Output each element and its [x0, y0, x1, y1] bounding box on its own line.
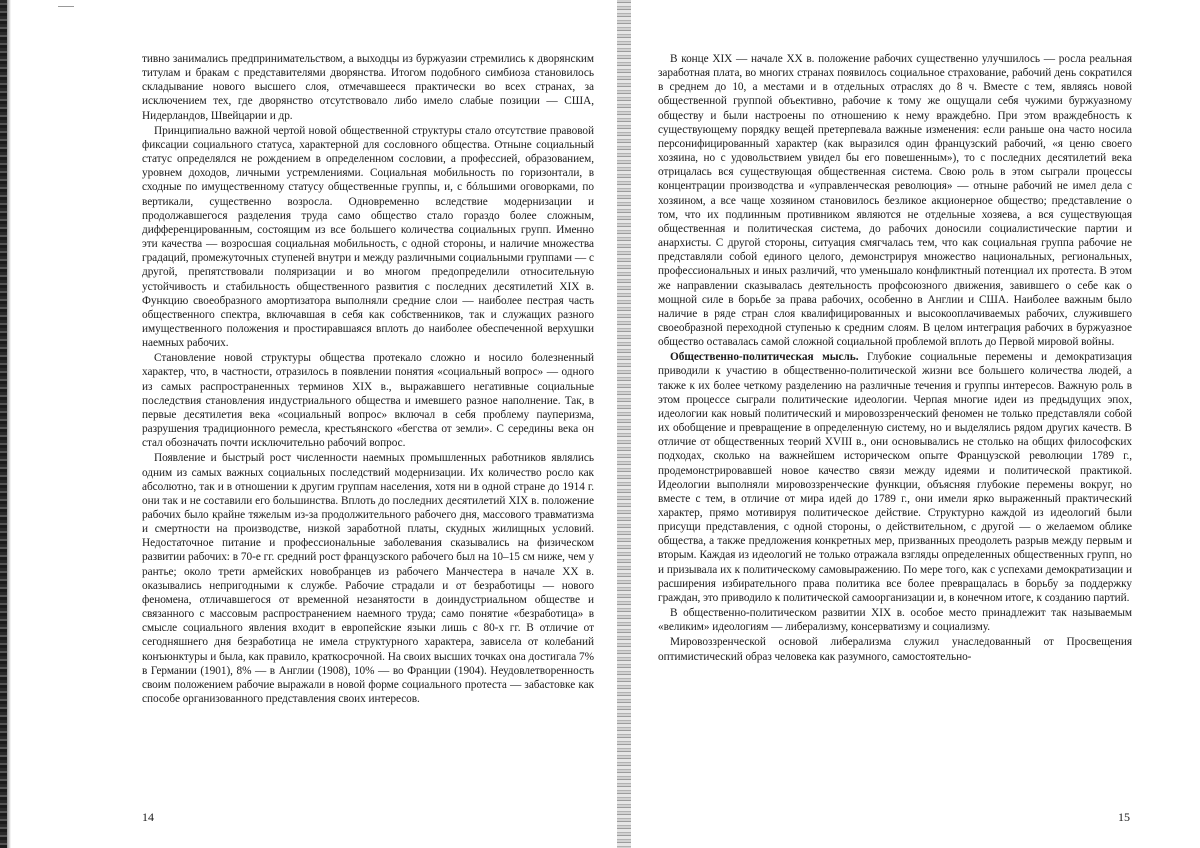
scan-edge — [0, 0, 7, 848]
paragraph: Становление новой структуры общества протекало сложно и носило болезненный характер, что, в частности, отразилось в появлении понятия «социальный вопрос» — одного из самых распространенных терминов XIX в., выражавшего негативные социальные последствия становления индустриального общества и имевшего разное наполнение. Так, в первые десятилетия века «социальный вопрос» включал в себя проблему пауперизма, разрушения традиционного ремесла, крестьянского «бегства от земли». С середины века он стал обозначать почти исключительно рабочий вопрос. — [142, 352, 594, 450]
left-page — [142, 52, 594, 706]
paragraph: Появление и быстрый рост численности наемных промышленных работников являлись одним из самых важных социальных последствий модернизации. Их количество росло как абсолютно, так и в отношении к другим группам населения, хотя ни в одной стране до 1914 г. они так и не составили его большинства. Вплоть до последних десятилетий XIX в. положение рабочих было крайне тяжелым из-за продолжительного рабочего дня, массового травматизма и смертности на производстве, низкой заработной платы, скудных жилищных условий. Недостаточное питание и профессиональные заболевания сказывались на физическом развитии рабочих: в 70-е гг. средний рост французского рабочего был на 10–15 см ниже, чем у рантье; около трети армейских новобранцев из рабочего Манчестера в начале XX в. оказывались непригодными к службе. Рабочие страдали и от безработицы — нового феномена, отличавшегося от временной незанятости в доиндустриальном обществе и связанного с массовым распространением наемного труда; само понятие «безработица» в смысле социального явления входит в европейские языки лишь с 80-х гг. В отличие от сегодняшнего дня безработица не имела структурного характера, зависела от колебаний конъюнктуры и была, как правило, краткосрочной. На своих высших точках она достигала 7% в Германии (1901), 8% — в Англии (1908), 10% — во Франции (1904). Неудовлетворенность своим положением рабочие выражали в новой форме социального протеста — забастовке как способе организованного представления своих интересов. — [142, 452, 594, 706]
book-gutter — [617, 0, 631, 848]
paragraph-text: Глубокие социальные перемены и демократизация приводили к участию в общественно-политической жизни все большего количества людей, а также к их более четкому разделению на различные течения и группы интересов. Важную роль в этом процессе сыграли политические идеологии. Черпая многие идеи из предыдущих эпох, идеологии как новый политический и мировоззренческий феномен не только представляли собой их обобщение и превращение в определенную систему, но и выделялись рядом других качеств. В отличие от общественных теорий XVIII в., они основывались не столько на общих философских подходах, сколько на важнейшем историческом опыте Французской революции 1789 г., продемонстрировавшей новое качество связи между идеями и политической практикой. Идеологии выполняли мировоззренческие функции, объясняя глубокие перемены вокруг, но вместе с тем, в отличие от мира идей до 1789 г., они имели ярко выраженный практический характер, прямо мотивируя политическое действие. Структурно каждой из идеологий были присущи представления, с одной стороны, о действительном, с другой — о желаемом облике общества, а также предложения конкретных мер, призванных преодолеть разрыв между первым и вторым. Каждая из идеологий не только отражала взгляды определенных общественных групп, но и призывала их к политическому самовыражению. По мере того, как с успехами демократизации и расширения избирательного права политика все более превращалась в борьбу за поддержку граждан, это приводило к политической самоорганизации и, в конечном итоге, к созданию партий. — [658, 351, 1132, 604]
scan-mark — [58, 6, 74, 7]
page-number-right: 15 — [1118, 810, 1130, 824]
paragraph-with-heading — [658, 350, 1132, 605]
section-heading: Общественно-политическая мысль. — [670, 351, 859, 364]
paragraph: Принципиально важной чертой новой общественной структуры стало отсутствие правовой фиксации социального статуса, характерной для сословного общества. Отныне социальный статус определялся не рождением в определенном сословии, а профессией, образованием, уровнем доходов, личными устремлениями. Социальная мобильность по горизонтали, в сходные по имущественному статусу общественные группы, и, с бóльшими оговорками, по вертикали, существенно возросла. Одновременно вследствие модернизации и продолжавшегося разделения труда само общество стало гораздо более сложным, дифференцированным, состоящим из все большего количества социальных групп. Именно эти качества — возросшая социальная мобильность, с одной стороны, и наличие множества градаций, промежуточных ступеней внутри и между различными социальными группами — с другой, препятствовали поляризации и во многом предопределили относительную устойчивость и стабильность общественного развития с последних десятилетий XIX в. Функцию своеобразного амортизатора выполняли средние слои — наиболее пестрая часть общественного спектра, включавшая в себя как собственников, так и служащих разного имущественного положения и простиравшаяся вплоть до наиболее обеспеченной верхушки наемных рабочих. — [142, 124, 594, 350]
page-number-left: 14 — [142, 810, 154, 824]
paragraph: В общественно-политическом развитии XIX в. особое место принадлежит так называемым «великим» идеологиям — либерализму, консерватизму и социализму. — [658, 607, 1132, 634]
paragraph: Мировоззренческой основой либерализма служил унаследованный от Просвещения оптимистический образ человека как разумного, самостоятельно- — [658, 636, 1132, 663]
paragraph: тивно занимались предпринимательством, а выходцы из буржуазии стремились к дворянским титулам и бракам с представителями дворянства. Итогом подобного симбиоза становилось складывание нового высшего слоя, отмечавшееся практически во всех странах, за исключением тех, где дворянство отсутствовало либо имело слабые позиции — США, Нидерландов, Швейцарии и др. — [142, 53, 594, 122]
paragraph: В конце XIX — начале XX в. положение рабочих существенно улучшилось — росла реальная заработная плата, во многих странах появилось социальное страхование, рабочий день сократился в среднем до 10, а местами и в отдельных отраслях до 8 ч. Вместе с тем, являясь новой общественной группой объективно, рабочие к тому же ощущали себя чужими буржуазному обществу и были настроены по отношению к нему враждебно. При этом враждебность к существующему порядку вещей претерпевала важные изменения: если раньше она часто носила персонифицированный характер (как выразился один французский рабочий, «я ценю своего хозяина, но с удовольствием увидел бы его повешенным»), то с последних десятилетий века отрицалась вся существующая общественная система. Свою роль в этом сыграли процессы концентрации производства и «управленческая революция» — отныне рабочий не имел дела с хозяином, а все чаще хозяином становилось безликое акционерное общество; представление о том, что их подлинным противником являются не отдельные хозяева, а вся существующая общественная и политическая система, до рабочих доносили социалистические партии и анархисты. С другой стороны, ситуация смягчалась тем, что как социальная группа рабочие не представляли собой единого целого, демонстрируя множество национальных, региональных, профессиональных и иных различий, что уменьшало конфликтный потенциал их протеста. В этом же направлении сказывалась деятельность профсоюзного движения, завившего о себе как о мощной силе в борьбе за права рабочих, особенно в Англии и США. Наиболее важным было наличие в ряде стран слоя квалифицированных и высокооплачиваемых рабочих, служившего своеобразной переходной ступенью к средним слоям. В целом интеграция рабочих в буржуазное общество оставалась самой сложной социальной проблемой вплоть до Первой мировой войны. — [658, 53, 1132, 349]
right-page — [658, 52, 1132, 664]
